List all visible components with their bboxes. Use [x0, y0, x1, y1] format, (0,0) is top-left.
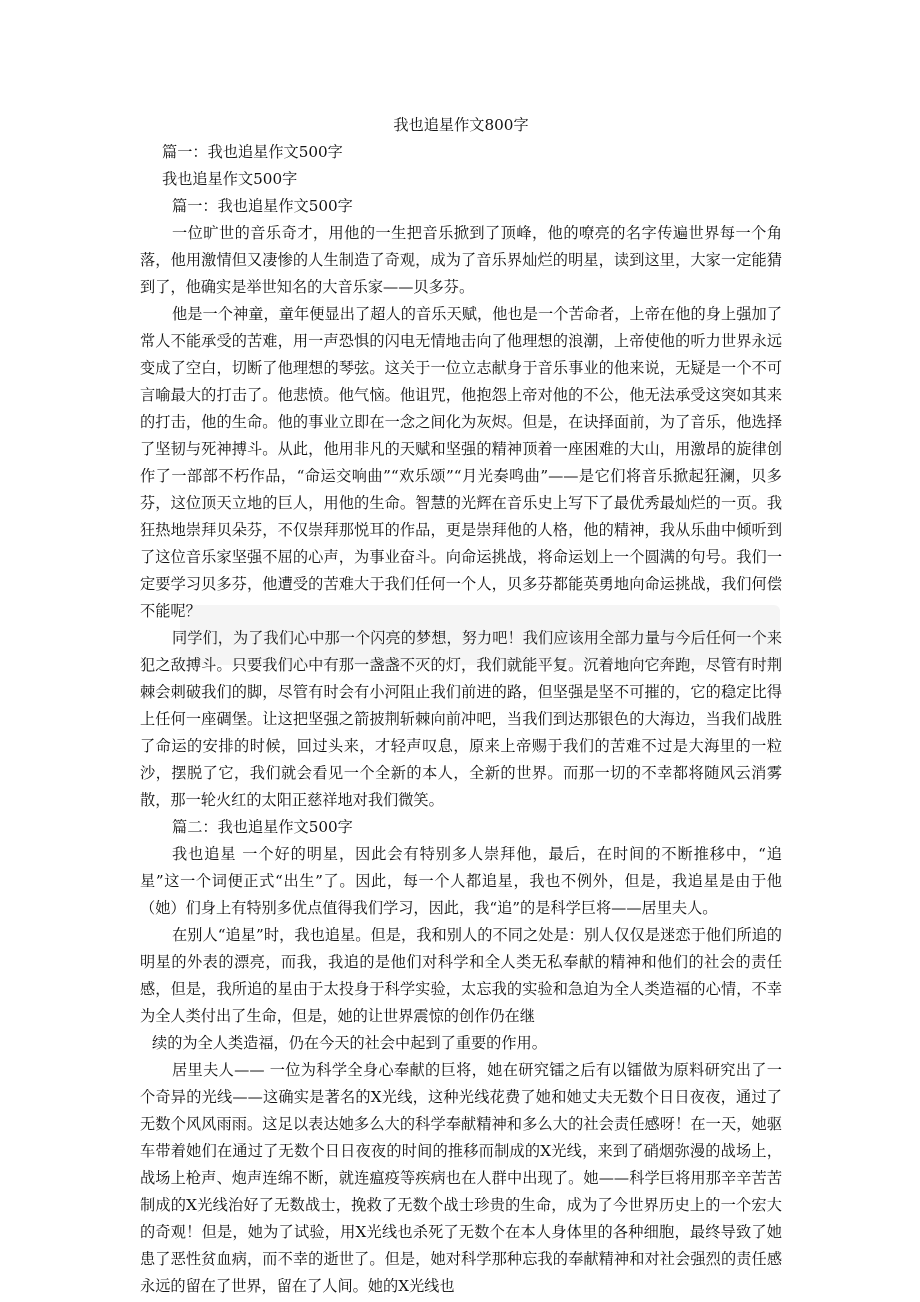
paragraph-continuation: 续的为全人类造福，仍在今天的社会中起到了重要的作用。 — [152, 1034, 547, 1052]
section-heading: 篇二：我也追星作文500字 — [172, 818, 353, 836]
paragraph: 一位旷世的音乐奇才，用他的一生把音乐掀到了顶峰，他的嘹亮的名字传遍世界每一个角落，他用激情但又凄惨的人生制造了奇观，成为了音乐界灿烂的明星，读到这里，大家一定能猜到了，他确实是举世知名的大音乐家——贝多芬。 — [140, 224, 782, 296]
document-title: 我也追星作文800字 — [393, 116, 529, 134]
document-page — [140, 112, 782, 1300]
section-heading: 篇一：我也追星作文500字 — [172, 197, 353, 215]
paragraph: 居里夫人—— 一位为科学全身心奉献的巨将，她在研究镭之后有以镭做为原料研究出了一个奇异的光线——这确实是著名的X光线，这种光线花费了她和她丈夫无数个日日夜夜，通过了无数个风风雨雨。这足以表达她多么大的科学奉献精神和多么大的社会责任感呀！在一天，她驱车带着她们在通过了无数个日日夜夜的时间的推移而制成的X光线，来到了硝烟弥漫的战场上，战场上枪声、炮声连绵不断，就连瘟疫等疾病也在人群中出现了。她——科学巨将用那辛辛苦苦制成的X光线治好了无数战士，挽救了无数个战士珍贵的生命，成为了今世界历史上的一个宏大的奇观！但是，她为了试验，用X光线也杀死了无数个在本人身体里的各种细胞，最终导致了她患了恶性贫血病，而不幸的逝世了。但是，她对科学那种忘我的奉献精神和对社会强烈的责任感永远的留在了世界，留在了人间。她的X光线也 — [140, 1061, 782, 1295]
paragraph: 他是一个神童，童年便显出了超人的音乐天赋，他也是一个苦命者，上帝在他的身上强加了常人不能承受的苦难，用一声恐惧的闪电无情地击向了他理想的浪潮，上帝使他的听力世界永远变成了空白，切断了他理想的琴弦。这关于一位立志献身于音乐事业的他来说，无疑是一个不可言喻最大的打击了。他悲愤。他气恼。他诅咒，他抱怨上帝对他的不公，他无法承受这突如其来的打击，他的生命。他的事业立即在一念之间化为灰烬。但是，在诀择面前，为了音乐，他选择了坚韧与死神搏斗。从此，他用非凡的天赋和坚强的精神顶着一座困难的大山，用激昂的旋律创作了一部部不朽作品，“命运交响曲”“欢乐颂”“月光奏鸣曲”——是它们将音乐掀起狂澜，贝多芬，这位顶天立地的巨人，用他的生命。智慧的光辉在音乐史上写下了最优秀最灿烂的一页。我狂热地崇拜贝朵芬，不仅崇拜那悦耳的作品，更是崇拜他的人格，他的精神，我从乐曲中倾听到了这位音乐家坚强不屈的心声，为事业奋斗。向命运挑战，将命运划上一个圆满的句号。我们一定要学习贝多芬，他遭受的苦难大于我们任何一个人，贝多芬都能英勇地向命运挑战，我们何偿不能呢？ — [140, 305, 782, 620]
paragraph: 我也追星 一个好的明星，因此会有特别多人崇拜他，最后，在时间的不断推移中，“追星”这一个词便正式“出生”了。因此，每一个人都追星，我也不例外，但是，我追星是由于他（她）们身上有特别多优点值得我们学习，因此，我“追”的是科学巨将——居里夫人。 — [140, 845, 782, 917]
paragraph: 同学们，为了我们心中那一个闪亮的梦想，努力吧！我们应该用全部力量与今后任何一个来犯之敌搏斗。只要我们心中有那一盏盏不灭的灯，我们就能平复。沉着地向它奔跑，尽管有时荆棘会刺破我们的脚，尽管有时会有小河阻止我们前进的路，但坚强是坚不可摧的，它的稳定比得上任何一座碉堡。让这把坚强之箭披荆斩棘向前冲吧，当我们到达那银色的大海边，当我们战胜了命运的安排的时候，回过头来，才轻声叹息，原来上帝赐于我们的苦难不过是大海里的一粒沙，摆脱了它，我们就会看见一个全新的本人，全新的世界。而那一切的不幸都将随风云消雾散，那一轮火红的太阳正慈祥地对我们微笑。 — [140, 629, 782, 809]
paragraph: 在别人“追星”时，我也追星。但是，我和别人的不同之处是：别人仅仅是迷恋于他们所追的明星的外表的漂亮，而我，我追的是他们对科学和全人类无私奉献的精神和他们的社会的责任感，但是，我所追的星由于太投身于科学实验，太忘我的实验和急迫为全人类造福的心情，不幸为全人类付出了生命，但是，她的让世界震惊的创作仍在继 — [140, 926, 782, 1025]
section-heading: 篇一：我也追星作文500字 — [162, 143, 343, 161]
section-subheading: 我也追星作文500字 — [162, 170, 298, 188]
